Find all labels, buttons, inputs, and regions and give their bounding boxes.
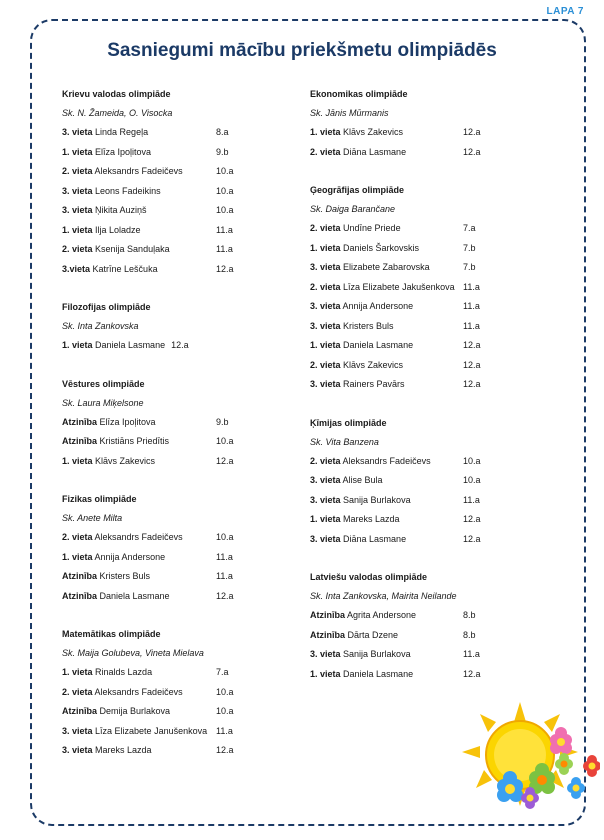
result-row — [62, 663, 312, 683]
student-class: 8.b — [463, 610, 476, 620]
student-class: 11.a — [216, 244, 233, 254]
student-name: Ksenija Sanduļaka — [92, 244, 170, 254]
student-class: 10.a — [216, 436, 234, 446]
result-row — [310, 510, 560, 530]
student-name: Līza Elizabete Janušenkova — [92, 725, 208, 736]
olympiad-section — [62, 490, 312, 606]
student-name: Sanija Burlakova — [340, 494, 411, 505]
result-place: 1. vieta — [62, 455, 93, 466]
student-class: 9.b — [216, 146, 229, 157]
result-row — [310, 297, 560, 317]
result-row — [310, 123, 560, 143]
result-row — [62, 741, 312, 761]
result-place: 2. vieta — [310, 359, 341, 370]
student-class: 11.a — [216, 551, 233, 562]
result-row — [310, 626, 560, 646]
student-name: Aleksandrs Fadeičevs — [92, 532, 183, 542]
olympiad-section — [310, 85, 560, 162]
result-row — [62, 182, 312, 202]
student-name: Elīza Ipoļitova — [92, 146, 152, 157]
section-title: Krievu valodas olimpiāde — [62, 89, 171, 99]
result-place: Atzinība — [62, 571, 97, 581]
result-place: 1. vieta — [62, 551, 93, 562]
student-class: 12.a — [216, 745, 234, 755]
student-name: Mareks Lazda — [92, 745, 152, 755]
result-row — [62, 221, 312, 241]
student-name: Rainers Pavārs — [340, 379, 405, 389]
result-row — [62, 587, 312, 607]
result-place: Atzinība — [310, 629, 345, 640]
result-row — [310, 258, 560, 278]
olympiad-section — [62, 85, 312, 279]
flower-blue-small — [567, 777, 585, 799]
student-name: Linda Regeļa — [92, 127, 149, 137]
student-name: Elīza Ipoļitova — [97, 416, 156, 427]
result-place: 3. vieta — [310, 301, 341, 311]
student-name: Annija Andersone — [340, 301, 414, 311]
student-class: 10.a — [216, 706, 234, 716]
result-place: 2. vieta — [62, 686, 93, 697]
result-row — [62, 201, 312, 221]
result-row — [310, 143, 560, 163]
result-place: 1. vieta — [310, 340, 341, 350]
result-place: 3.vieta — [62, 263, 91, 274]
result-row — [62, 240, 312, 260]
olympiad-section — [310, 568, 560, 684]
student-class: 12.a — [216, 263, 234, 274]
result-place: 3. vieta — [62, 185, 93, 196]
student-name: Mareks Lazda — [340, 514, 400, 524]
result-place: 3. vieta — [62, 745, 93, 755]
right-column — [310, 85, 560, 703]
result-row — [310, 375, 560, 395]
result-place: 2. vieta — [310, 223, 341, 233]
flower-pink — [550, 727, 572, 754]
student-name: Ilja Loladze — [92, 224, 141, 235]
result-place: 3. vieta — [310, 320, 341, 331]
student-class: 11.a — [463, 320, 480, 331]
student-class: 10.a — [463, 475, 481, 485]
result-row — [310, 356, 560, 376]
section-title: Ķīmijas olimpiāde — [310, 417, 387, 428]
result-row — [310, 645, 560, 665]
student-name: Daniela Lasmane — [97, 590, 170, 601]
result-row — [62, 260, 312, 280]
student-class: 11.a — [463, 649, 480, 659]
flower-green-small — [555, 753, 573, 775]
section-teachers: Sk. Daiga Barančane — [310, 204, 396, 214]
result-place: 3. vieta — [310, 649, 341, 659]
result-place: Atzinība — [62, 706, 97, 716]
result-place: 2. vieta — [310, 146, 341, 157]
result-place: 2. vieta — [62, 166, 93, 176]
result-place: 1. vieta — [310, 127, 341, 137]
result-place: 1. vieta — [62, 667, 93, 677]
section-teachers: Sk. Anete Milta — [62, 513, 123, 523]
result-row — [310, 317, 560, 337]
result-place: 3. vieta — [310, 494, 341, 505]
student-class: 8.a — [216, 127, 229, 137]
student-class: 10.a — [463, 455, 481, 466]
olympiad-section — [310, 414, 560, 550]
student-name: Diāna Lasmane — [340, 533, 407, 544]
student-class: 7.a — [216, 667, 229, 677]
student-class: 7.b — [463, 242, 476, 253]
student-name: Aleksandrs Fadeičevs — [340, 455, 431, 466]
result-place: Atzinība — [62, 436, 97, 446]
section-title: Vēstures olimpiāde — [62, 378, 145, 389]
student-class: 12.a — [463, 514, 481, 524]
student-class: 8.b — [463, 629, 476, 640]
student-class: 12.a — [463, 146, 481, 157]
student-class: 12.a — [463, 379, 481, 389]
result-place: 2. vieta — [310, 281, 341, 292]
result-row — [62, 162, 312, 182]
result-row — [310, 471, 560, 491]
result-place: 2. vieta — [310, 455, 341, 466]
result-row — [62, 452, 312, 472]
student-class: 10.a — [216, 166, 234, 176]
student-class: 11.a — [463, 281, 480, 292]
student-name: Diāna Lasmane — [340, 146, 407, 157]
result-row — [310, 452, 560, 472]
student-name: Kristers Buls — [340, 320, 394, 331]
olympiad-section — [62, 298, 312, 356]
result-place: 3. vieta — [310, 533, 341, 544]
result-row — [310, 491, 560, 511]
result-place: 1. vieta — [310, 242, 341, 253]
section-title: Filozofijas olimpiāde — [62, 302, 151, 312]
student-name: Kristers Buls — [97, 571, 151, 581]
student-name: Alise Bula — [340, 475, 383, 485]
section-teachers: Sk. N. Žameida, O. Visocka — [62, 108, 173, 118]
student-name: Agrita Andersone — [345, 610, 417, 620]
olympiad-section — [310, 181, 560, 395]
result-row — [310, 278, 560, 298]
student-class: 7.a — [463, 223, 476, 233]
student-name: Klāvs Zakevics — [92, 455, 156, 466]
result-row — [62, 143, 312, 163]
result-row — [62, 432, 312, 452]
result-row — [62, 413, 312, 433]
section-teachers: Sk. Vita Banzena — [310, 436, 379, 447]
result-place: 3. vieta — [310, 475, 341, 485]
page-title: Sasniegumi mācību priekšmetu olimpiādēs — [107, 40, 497, 61]
student-name: Katrīne Leščuka — [90, 263, 158, 274]
student-name: Daniels Šarkovskis — [340, 242, 420, 253]
result-place: 1. vieta — [62, 146, 93, 157]
student-name: Leons Fadeikins — [92, 185, 161, 196]
section-title: Fizikas olimpiāde — [62, 494, 137, 504]
result-place: 3. vieta — [310, 262, 341, 272]
student-class: 12.a — [216, 590, 234, 601]
result-row — [310, 336, 560, 356]
result-place: Atzinība — [62, 590, 97, 601]
left-column — [62, 85, 312, 780]
result-place: 2. vieta — [62, 244, 93, 254]
section-title: Ģeogrāfijas olimpiāde — [310, 185, 405, 195]
result-place: 3. vieta — [62, 127, 93, 137]
student-class: 9.b — [216, 416, 229, 427]
section-teachers: Sk. Inta Zankovska — [62, 321, 139, 331]
result-row — [62, 336, 312, 356]
student-class: 10.a — [216, 205, 234, 215]
student-name: Ņikita Auziņš — [92, 205, 147, 215]
student-class: 11.a — [216, 224, 233, 235]
result-row — [310, 219, 560, 239]
result-row — [62, 702, 312, 722]
result-row — [62, 548, 312, 568]
flower-red — [583, 755, 600, 777]
student-name: Elizabete Zabarovska — [340, 262, 430, 272]
result-row — [310, 239, 560, 259]
student-class: 12.a — [463, 127, 481, 137]
student-name: Aleksandrs Fadeičevs — [92, 686, 183, 697]
student-name: Klāvs Zakevics — [340, 359, 404, 370]
section-title: Latviešu valodas olimpiāde — [310, 572, 428, 582]
student-class: 12.a — [171, 340, 189, 350]
student-class: 12.a — [463, 359, 481, 370]
student-name: Daniela Lasmane — [340, 668, 414, 679]
olympiad-section — [62, 375, 312, 472]
student-class: 12.a — [216, 455, 234, 466]
student-class: 11.a — [216, 571, 233, 581]
student-name: Kristiāns Priedītis — [97, 436, 170, 446]
student-name: Demija Burlakova — [97, 706, 171, 716]
student-name: Aleksandrs Fadeičevs — [92, 166, 183, 176]
result-row — [62, 123, 312, 143]
student-class: 11.a — [463, 494, 480, 505]
student-name: Dārta Dzene — [345, 629, 399, 640]
result-place: 2. vieta — [62, 532, 93, 542]
result-row — [310, 530, 560, 550]
page-number-label: LAPA 7 — [546, 6, 584, 17]
result-row — [310, 665, 560, 685]
student-name: Daniela Lasmane — [92, 340, 166, 350]
result-place: Atzinība — [62, 416, 97, 427]
student-class: 11.a — [463, 301, 480, 311]
result-row — [62, 722, 312, 742]
sun-with-flowers-icon — [460, 700, 600, 820]
section-teachers: Sk. Inta Zankovska, Mairita Neilande — [310, 591, 457, 601]
olympiad-section — [62, 625, 312, 761]
result-place: 3. vieta — [62, 725, 93, 736]
student-class: 12.a — [463, 340, 481, 350]
result-place: Atzinība — [310, 610, 345, 620]
section-title: Matemātikas olimpiāde — [62, 629, 161, 639]
result-place: 1. vieta — [310, 668, 341, 679]
student-class: 10.a — [216, 686, 234, 697]
section-teachers: Sk. Maija Golubeva, Vineta Mielava — [62, 648, 204, 658]
section-title: Ekonomikas olimpiāde — [310, 89, 408, 99]
section-teachers: Sk. Laura Miķelsone — [62, 397, 144, 408]
result-place: 3. vieta — [62, 205, 93, 215]
student-name: Līza Elizabete Jakušenkova — [340, 281, 455, 292]
student-name: Undīne Priede — [340, 223, 401, 233]
student-class: 10.a — [216, 185, 234, 196]
result-row — [62, 528, 312, 548]
student-name: Klāvs Zakevics — [340, 127, 404, 137]
result-row — [62, 683, 312, 703]
student-name: Rinalds Lazda — [92, 667, 153, 677]
result-place: 1. vieta — [62, 340, 93, 350]
result-place: 3. vieta — [310, 379, 341, 389]
student-name: Daniela Lasmane — [340, 340, 414, 350]
student-class: 12.a — [463, 668, 481, 679]
result-row — [62, 567, 312, 587]
result-place: 1. vieta — [310, 514, 341, 524]
student-name: Annija Andersone — [92, 551, 166, 562]
student-class: 7.b — [463, 262, 476, 272]
student-class: 12.a — [463, 533, 481, 544]
student-class: 10.a — [216, 532, 234, 542]
student-name: Sanija Burlakova — [340, 649, 411, 659]
result-row — [310, 606, 560, 626]
result-place: 1. vieta — [62, 224, 93, 235]
student-class: 11.a — [216, 725, 233, 736]
section-teachers: Sk. Jānis Mūrmanis — [310, 108, 389, 118]
